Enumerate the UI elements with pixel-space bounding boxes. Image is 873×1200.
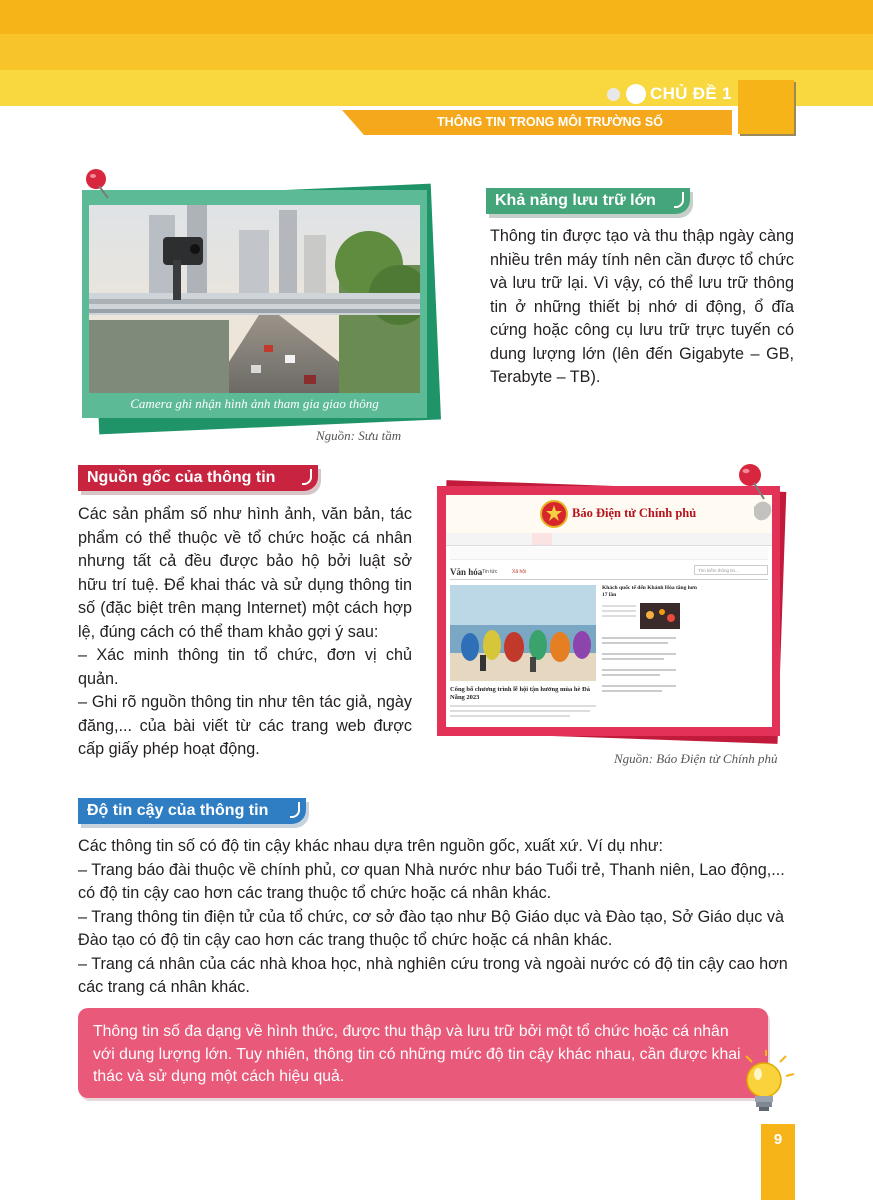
chapter-label: CHỦ ĐỀ 1 [650, 84, 732, 103]
web-nav-bar [446, 533, 772, 546]
web-text-line [602, 685, 676, 687]
web-side-headline[interactable]: Khách quốc tế đến Khánh Hòa tăng hơn 17 lần [602, 585, 697, 598]
traffic-camera-photo [89, 205, 420, 393]
web-text-line [450, 710, 590, 712]
photo-source: Nguồn: Sưu tầm [316, 428, 402, 443]
festival-photo [450, 585, 596, 681]
reliability-heading-text: Độ tin cậy của thông tin [87, 802, 269, 819]
reliability-bullet: – Trang báo đài thuộc về chính phủ, cơ quan Nhà nước như báo Tuổi trẻ, Thanh niên, Lao động,... có độ tin cậy cao hơn các trang thuộc tổ chức hoặc cá nhân khác. [78, 860, 785, 902]
red-pushpin-icon [80, 166, 114, 202]
web-screenshot [446, 495, 772, 727]
web-text-line [450, 715, 570, 717]
traffic-camera-illustration [89, 205, 420, 393]
swirl-icon [302, 469, 312, 485]
web-nav-active-tab [532, 533, 552, 545]
storage-heading [486, 188, 690, 214]
web-subtab[interactable]: Xã hội [512, 569, 527, 575]
web-text-line [602, 637, 676, 639]
web-breaking-bar [450, 547, 768, 560]
origin-bullet: – Xác minh thông tin tổ chức, đơn vị chủ quản. [78, 646, 412, 688]
origin-heading [78, 465, 318, 491]
national-emblem-icon [540, 499, 568, 529]
page-number: 9 [773, 1131, 783, 1148]
chapter-badge [738, 80, 794, 134]
reliability-bullet: – Trang cá nhân của các nhà khoa học, nhà nghiên cứu trong và ngoài nước có độ tin cậy cao hơn các trang cá nhân khác. [78, 954, 788, 996]
night-lantern-photo [640, 603, 680, 629]
web-section-title: Văn hóa [450, 567, 483, 577]
web-text-line [602, 658, 664, 660]
web-main-headline[interactable]: Công bố chương trình lễ hội tận hưởng mùa hè Đà Nẵng 2023 [450, 686, 590, 701]
web-search-input[interactable]: Tìm kiếm thông tin... [694, 565, 768, 575]
origin-paragraph: Các sản phẩm số như hình ảnh, văn bản, tác phẩm có thể thuộc về tổ chức hoặc cá nhân nhưng tất cả đều được bảo hộ bởi luật sở hữu trí tuệ. Để khai thác và sử dụng thông tin số (đặc biệt trên mạng Internet) một cách hợp lệ, đúng cách có thể tham khảo gợi ý sau: [78, 505, 412, 641]
header-dot-large [626, 84, 646, 104]
web-text-line [602, 674, 660, 676]
origin-heading-text: Nguồn gốc của thông tin [87, 469, 276, 486]
reliability-paragraph: Các thông tin số có độ tin cậy khác nhau dựa trên nguồn gốc, xuất xứ. Ví dụ như: [78, 837, 664, 855]
photo-caption: Camera ghi nhận hình ảnh tham gia giao thông [130, 396, 379, 411]
web-text-line [602, 690, 662, 692]
red-pushpin-icon [732, 461, 778, 527]
reliability-heading [78, 798, 306, 824]
swirl-icon [290, 802, 300, 818]
web-site-title: Báo Điện tử Chính phủ [572, 506, 697, 520]
storage-heading-text: Khả năng lưu trữ lớn [495, 192, 656, 209]
storage-paragraph: Thông tin được tạo và thu thập ngày càng nhiều trên máy tính nên cần được tổ chức và lưu trữ lại. Vì vậy, có thể lưu trữ thông tin ở những thiết bị nhớ di động, ổ đĩa cứng hoặc công cụ lưu trữ trực tuyến có dung lượng lớn (lên đến Gigabyte – GB, Terabyte – TB). [490, 227, 794, 386]
web-text-line [602, 605, 636, 607]
origin-body [78, 503, 412, 762]
reliability-body [78, 835, 798, 1000]
web-divider [450, 579, 768, 580]
origin-bullet: – Ghi rõ nguồn thông tin như tên tác giả, ngày đăng,... của bài viết từ các trang web được cấp giấy phép hoạt động. [78, 693, 412, 758]
summary-text: Thông tin số đa dạng về hình thức, được thu thập và lưu trữ bởi một tổ chức hoặc cá nhân với dung lượng lớn. Tuy nhiên, thông tin có những mức độ tin cậy khác nhau, cần được khai thác và sử dụng một cách hiệu quả. [93, 1023, 741, 1085]
web-text-line [450, 705, 596, 707]
web-text-line [602, 653, 676, 655]
web-source: Nguồn: Báo Điện tử Chính phủ [614, 751, 778, 766]
web-subtab[interactable]: Tin tức [482, 569, 498, 575]
header-dot-small [607, 88, 620, 101]
web-text-line [602, 669, 676, 671]
lightbulb-icon [736, 1050, 798, 1120]
swirl-icon [674, 192, 684, 208]
reliability-bullet: – Trang thông tin điện tử của tổ chức, cơ sở đào tạo như Bộ Giáo dục và Đào tạo, Sở Giáo dục và Đào tạo có độ tin cậy cao hơn các trang thuộc tổ chức hoặc cá nhân khác. [78, 907, 784, 949]
topic-title: THÔNG TIN TRONG MÔI TRƯỜNG SỐ [437, 115, 663, 129]
web-text-line [602, 610, 636, 612]
web-text-line [602, 615, 636, 617]
web-text-line [602, 642, 668, 644]
